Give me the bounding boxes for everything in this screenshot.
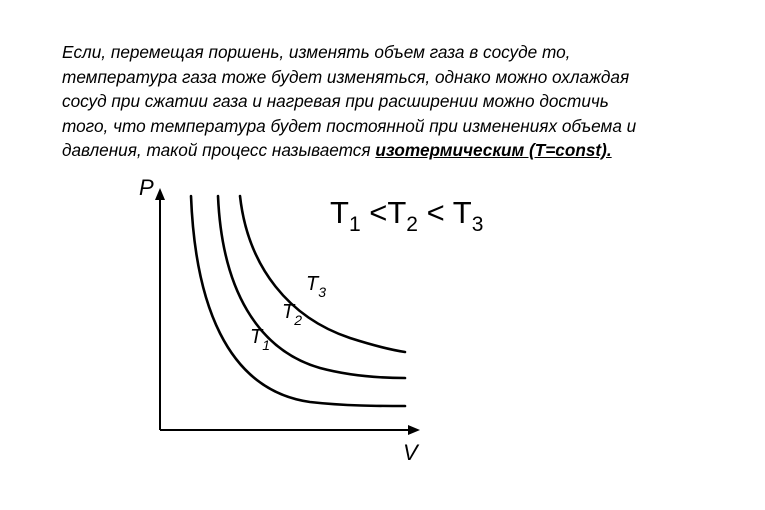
paragraph-line-3: сосуд при сжатии газа и нагревая при расширении можно достичь — [62, 91, 609, 111]
paragraph-line-2: температура газа тоже будет изменяться, однако можно охлаждая — [62, 66, 630, 87]
paragraph-line-5-prefix: давления, такой процесс называется — [62, 140, 376, 160]
temperature-relation: $T_1 <T_2 < T_3$ — [330, 195, 484, 236]
x-axis-arrow — [408, 425, 420, 435]
curve-label-t1: $T_1$ — [250, 326, 271, 353]
paragraph-line-1: Если, перемещая поршень, изменять объем газа в сосуде то, — [62, 42, 571, 62]
x-axis-label: V — [403, 440, 418, 465]
curve-label-t2: $T_2$ — [282, 301, 303, 328]
curve-label-t3: $T_3$ — [306, 273, 327, 300]
isothermal-term: изотермическим (T=const). — [375, 140, 612, 160]
paragraph-line-4: того, что температура будет постоянной при изменениях объема и — [62, 115, 637, 136]
y-axis-label: P — [139, 175, 154, 200]
y-axis-arrow — [155, 188, 165, 200]
